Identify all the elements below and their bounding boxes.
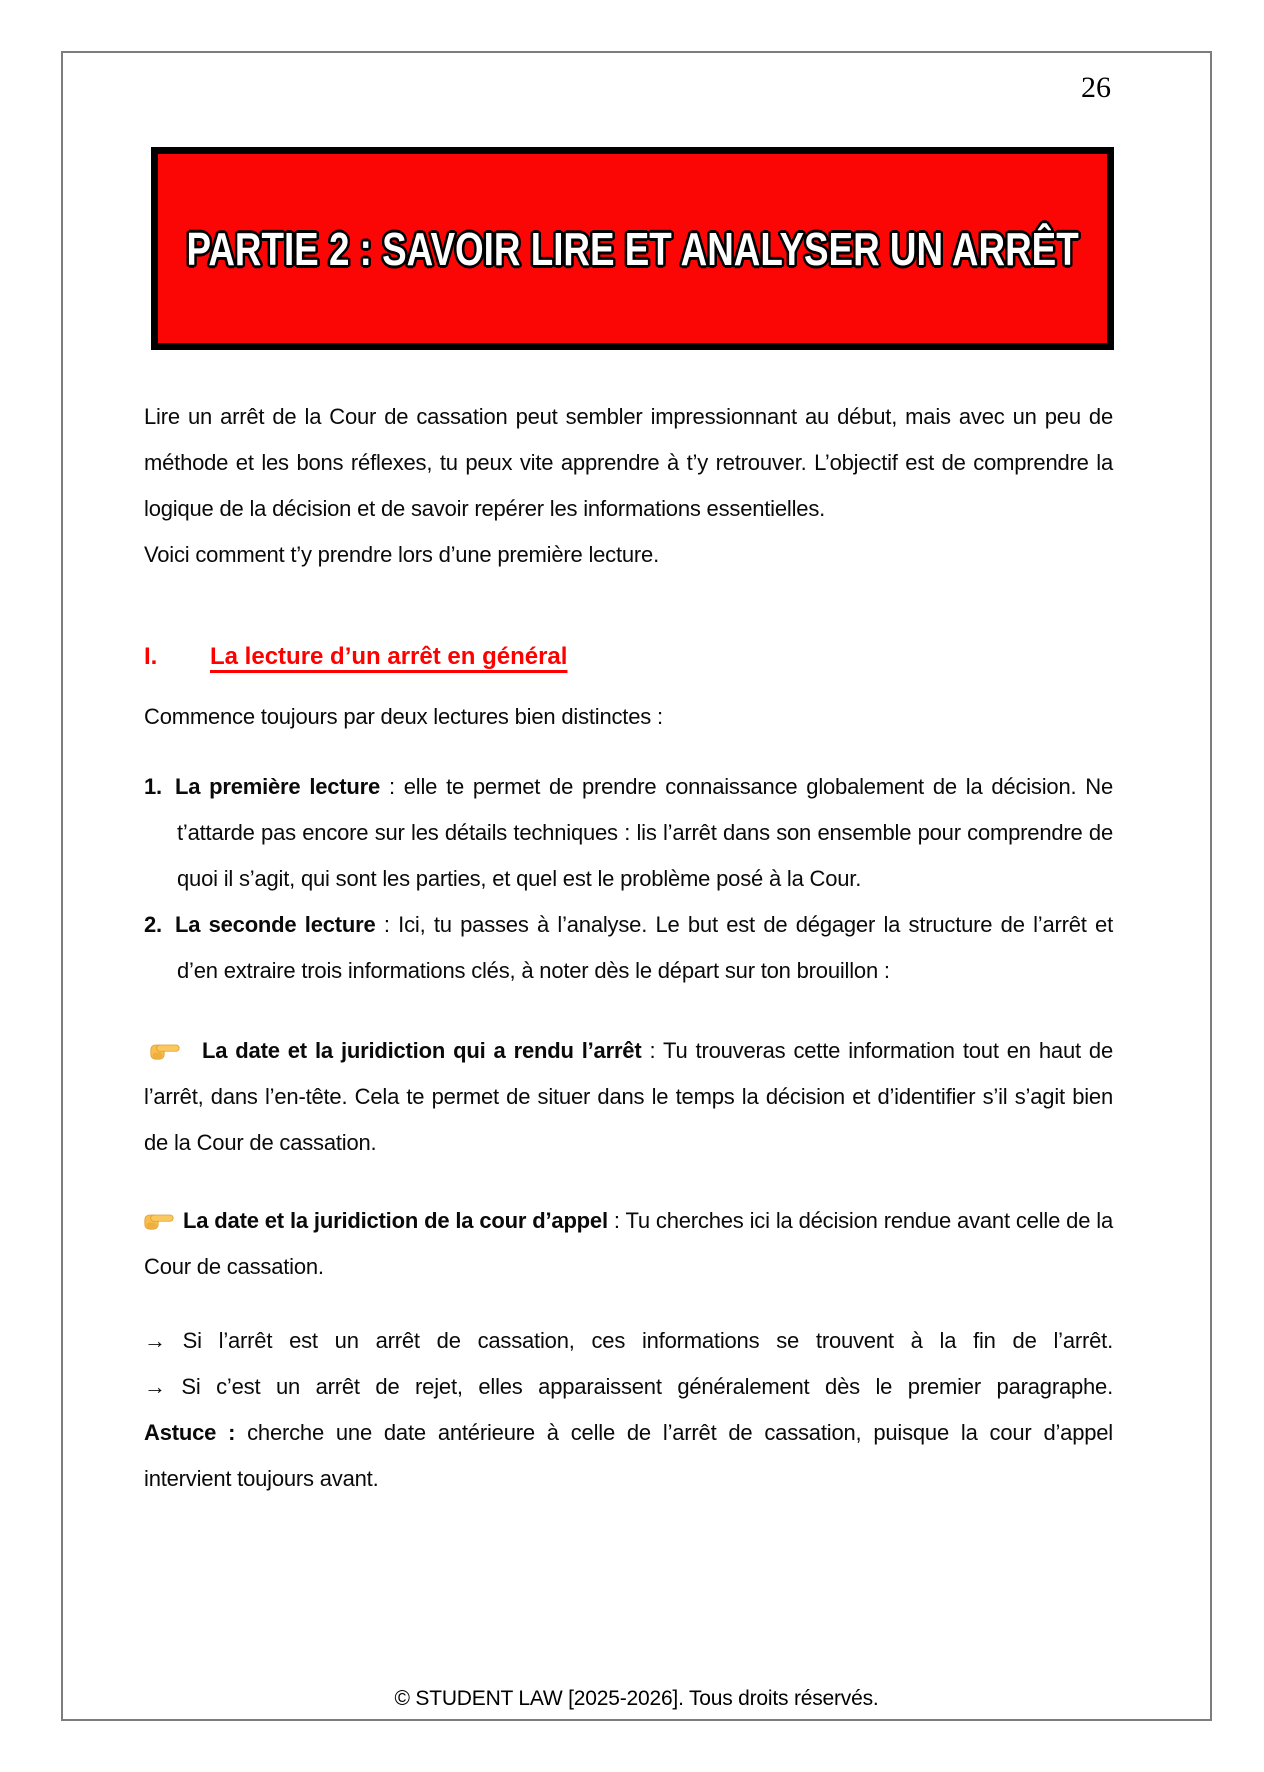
intro-paragraph: Lire un arrêt de la Cour de cassation peut sembler impressionnant au début, mais avec un peu de méthode et les bons réflexes, tu peux vite apprendre à t’y retrouver. L’objectif est de comprendre la logique de la décision et de savoir repérer les informations essentielles.	[144, 404, 1113, 521]
list-item	[144, 902, 1113, 994]
intro-paragraph-2: Voici comment t’y prendre lors d’une première lecture.	[144, 542, 659, 567]
pointing-finger-icon	[144, 1209, 174, 1231]
section-numeral: I.	[144, 643, 158, 670]
body-content	[144, 394, 1113, 1502]
section-title: La lecture d’un arrêt en général	[210, 643, 568, 670]
tip-paragraph: Astuce : cherche une date antérieure à celle de l’arrêt de cassation, puisque la cour d’appel intervient toujours avant.	[144, 1420, 1113, 1491]
arrow-note: → Si c’est un arrêt de rejet, elles apparaissent généralement dès le premier paragraphe.	[144, 1374, 1113, 1399]
page-number: 26	[1081, 71, 1111, 104]
bullet-text: La date et la juridiction de la cour d’appel : Tu cherches ici la décision rendue avant celle de la Cour de cassation.	[144, 1208, 1113, 1279]
part-title-banner	[151, 147, 1114, 350]
page-frame	[61, 51, 1212, 1721]
bullet-paragraph	[144, 1028, 1113, 1166]
arrow-note: → Si l’arrêt est un arrêt de cassation, ces informations se trouvent à la fin de l’arrêt.	[144, 1328, 1113, 1353]
bullet-paragraph	[144, 1198, 1113, 1290]
bullet-text: La date et la juridiction qui a rendu l’arrêt : Tu trouveras cette information tout en haut de l’arrêt, dans l’en-tête. Cela te permet de situer dans le temps la décision et d’identifier s’il s’agit bien de la Cour de cassation.	[144, 1038, 1113, 1155]
list-item-text: La première lecture : elle te permet de prendre connaissance globalement de la décision. Ne t’attarde pas encore sur les détails techniques : lis l’arrêt dans son ensemble pour comprendre de quoi il s’agit, qui sont les parties, et quel est le problème posé à la Cour.	[174, 774, 1114, 891]
list-item	[144, 764, 1113, 902]
pointing-finger-icon	[150, 1039, 180, 1061]
list-item-text: La seconde lecture : Ici, tu passes à l’analyse. Le but est de dégager la structure de l’arrêt et d’en extraire trois informations clés, à noter dès le départ sur ton brouillon :	[174, 912, 1114, 983]
section-heading	[144, 634, 1113, 680]
page-footer: © STUDENT LAW [2025-2026]. Tous droits réservés.	[394, 1687, 879, 1710]
section-lead: Commence toujours par deux lectures bien distinctes :	[144, 704, 663, 729]
list-item-number: 2.	[144, 912, 162, 937]
arrow-notes	[144, 1318, 1113, 1502]
part-title: PARTIE 2 : SAVOIR LIRE ET ANALYSER UN ARRÊT	[186, 222, 1079, 275]
list-item-number: 1.	[144, 774, 162, 799]
numbered-list	[144, 764, 1113, 994]
